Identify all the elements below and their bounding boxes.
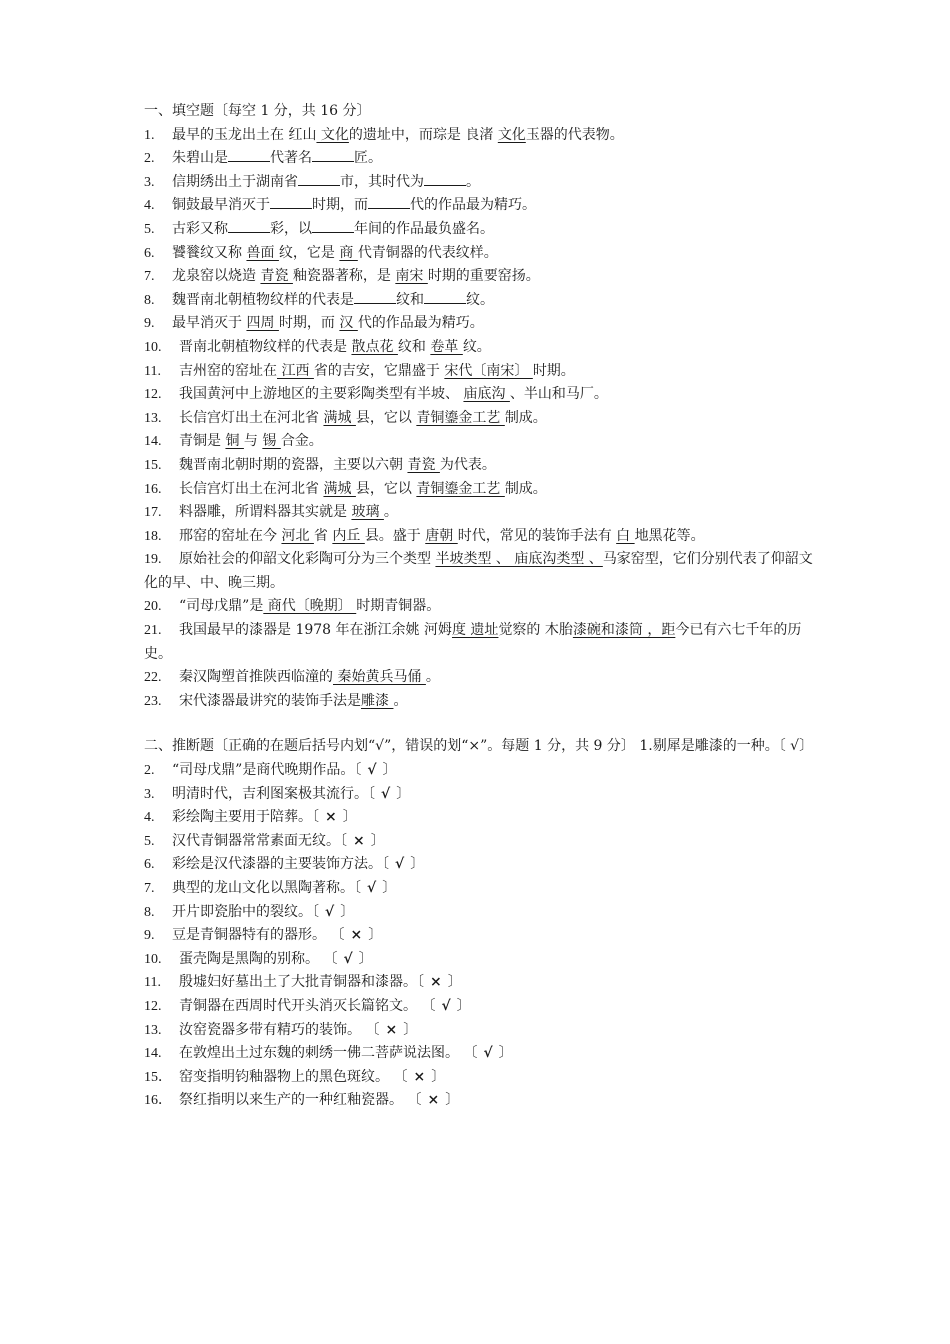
- fill-question: [144, 171, 814, 195]
- fill-question: [144, 548, 814, 595]
- question-number: 3.: [144, 786, 155, 802]
- cross-mark: ×: [427, 1092, 440, 1109]
- check-mark: √: [441, 997, 451, 1014]
- question-text: 明清时代，吉利图案极其流行。〔: [172, 785, 375, 802]
- answer-blank: [312, 147, 354, 162]
- answer-blank: [228, 147, 270, 162]
- fill-question: [144, 336, 814, 360]
- question-text: 制成。: [504, 480, 547, 497]
- section1-title: 一、填空题〔每空 1 分，共 16 分〕: [144, 103, 371, 119]
- question-text: 省: [313, 527, 333, 544]
- question-text: 铜鼓最早消灭于: [172, 197, 270, 214]
- answer-text: 漆碗和漆筒 ，距: [572, 622, 676, 639]
- fill-question: [144, 289, 814, 313]
- question-number: 14.: [144, 1046, 162, 1062]
- judge-question: [144, 1019, 814, 1043]
- fill-question: [144, 619, 814, 666]
- question-text: 匠。: [354, 150, 382, 167]
- question-text: 晋南北朝植物纹样的代表是: [179, 338, 352, 355]
- answer-blank: [424, 289, 466, 304]
- question-text: 古彩又称: [172, 220, 228, 237]
- question-text: 长信宫灯出土在河北省: [179, 409, 324, 426]
- cross-mark: ×: [385, 1021, 398, 1038]
- judge-question: [144, 948, 814, 972]
- question-number: 22.: [144, 670, 162, 686]
- question-text: 县，它以: [355, 480, 417, 497]
- fill-question: [144, 595, 814, 619]
- question-number: 7.: [144, 881, 155, 896]
- section-gap: [144, 713, 814, 735]
- answer-text: 商代〔晚期〕: [263, 598, 357, 615]
- answer-text: 青瓷: [407, 456, 440, 473]
- question-number: 23.: [144, 693, 162, 709]
- question-number: 18.: [144, 528, 162, 544]
- question-text: 代的作品最为精巧。: [357, 315, 484, 332]
- question-text: 料器雕，所谓料器其实就是: [179, 504, 352, 521]
- close-bracket: 〕: [342, 809, 357, 826]
- question-number: 17.: [144, 505, 162, 521]
- answer-blank: [298, 171, 340, 186]
- question-text: 马家窑型，它们分别代表了仰韶文化的早、中、晚三期。: [144, 551, 813, 591]
- question-text: 原始社会的仰韶文化彩陶可分为三个类型: [179, 551, 436, 568]
- close-bracket: 〕: [368, 927, 383, 944]
- answer-text: 宋代〔南宋〕: [444, 362, 533, 379]
- answer-blank: [312, 218, 354, 233]
- answer-text: 满城: [323, 480, 356, 497]
- question-number: 11.: [144, 975, 161, 991]
- question-text: 为代表。: [439, 456, 496, 473]
- question-text: 。: [466, 173, 480, 190]
- question-text: 时期的重要窑扬。: [427, 268, 540, 285]
- question-text: 秦汉陶塑首推陕西临潼的: [179, 669, 333, 686]
- question-text: 纹。: [462, 338, 491, 355]
- answer-text: 散点花: [351, 338, 398, 355]
- question-text: 吉州窑的窑址在: [179, 362, 277, 379]
- answer-blank: [228, 218, 270, 233]
- question-number: 14.: [144, 434, 162, 450]
- question-text: 时期，而: [278, 315, 340, 332]
- answer-text: 铜: [225, 433, 244, 450]
- question-text: 最早的玉龙出土在 红山: [172, 126, 317, 143]
- judge-question: [144, 759, 814, 783]
- close-bracket: 〕: [447, 974, 462, 991]
- question-number: 5.: [144, 221, 155, 237]
- judge-question: [144, 924, 814, 948]
- answer-text: 锡: [262, 433, 281, 450]
- question-number: 1.: [144, 127, 155, 143]
- check-mark: √: [343, 950, 353, 967]
- judge-question: [144, 783, 814, 807]
- cross-mark: ×: [353, 832, 365, 849]
- close-bracket: 〕: [403, 1021, 418, 1038]
- question-number: 10.: [144, 339, 162, 355]
- question-text: 龙泉窑以烧造: [172, 268, 261, 285]
- question-text: 的遗址中，而琮是 良渚: [348, 126, 498, 143]
- question-number: 13.: [144, 410, 162, 426]
- question-text: 彩，以: [270, 220, 312, 237]
- document-page: [144, 100, 814, 1113]
- answer-text: 秦始黄兵马俑: [333, 669, 426, 686]
- question-text: “司母戊鼎”是商代晚期作品。〔: [172, 762, 362, 779]
- question-number: 9.: [144, 316, 155, 332]
- question-text: 魏晋南北朝时期的瓷器，主要以六朝: [179, 456, 408, 473]
- question-text: 。: [425, 669, 440, 686]
- question-number: 16．: [144, 1093, 172, 1109]
- answer-text: 玻璃: [351, 504, 384, 521]
- fill-question: [144, 124, 814, 148]
- question-text: 汝窑瓷器多带有精巧的装饰。 〔: [179, 1021, 380, 1038]
- question-text: 年间的作品最负盛名。: [354, 220, 494, 237]
- close-bracket: 〕: [340, 903, 355, 920]
- fill-question: [144, 383, 814, 407]
- question-number: 4.: [144, 198, 155, 214]
- question-number: 4.: [144, 810, 155, 826]
- section2-list: [144, 759, 814, 1113]
- question-number: 10.: [144, 951, 162, 967]
- fill-question: [144, 690, 814, 714]
- answer-text: 文化: [497, 126, 526, 143]
- close-bracket: 〕: [410, 856, 425, 873]
- close-bracket: 〕: [358, 950, 373, 967]
- fill-question: [144, 312, 814, 336]
- answer-text: 唐朝: [425, 527, 458, 544]
- question-text: 青铜器在西周时代开头消灭长篇铭文。 〔: [179, 997, 436, 1014]
- judge-question: [144, 995, 814, 1019]
- close-bracket: 〕: [382, 762, 397, 779]
- fill-question: [144, 430, 814, 454]
- question-text: 我国黄河中上游地区的主要彩陶类型有半坡、: [179, 386, 464, 403]
- fill-question: [144, 501, 814, 525]
- question-number: 12.: [144, 387, 162, 403]
- question-text: 代著名: [270, 150, 312, 167]
- question-text: 彩绘陶主要用于陪葬。〔: [172, 809, 319, 826]
- judge-question: [144, 901, 814, 925]
- fill-question: [144, 242, 814, 266]
- fill-question: [144, 265, 814, 289]
- question-text: 釉瓷器著称，是: [292, 268, 396, 285]
- answer-text: 青铜鎏金工艺: [416, 409, 505, 426]
- question-number: 19.: [144, 552, 162, 568]
- fill-question: [144, 454, 814, 478]
- question-text: 青铜是: [179, 433, 226, 450]
- question-text: 县，它以: [355, 409, 417, 426]
- judge-question: [144, 1089, 814, 1113]
- answer-blank: [270, 194, 312, 209]
- question-text: 与: [243, 433, 263, 450]
- question-text: 祭红指明以来生产的一种红釉瓷器。 〔: [179, 1092, 422, 1109]
- check-mark: √: [483, 1045, 493, 1062]
- question-text: 制成。: [504, 409, 547, 426]
- question-number: 21.: [144, 623, 162, 639]
- fill-question: [144, 194, 814, 218]
- cross-mark: ×: [430, 974, 442, 991]
- answer-text: 汉: [339, 315, 358, 332]
- section2-title: 二、推断题〔正确的在题后括号内划“√”，错误的划“×”。每题 1 分，共 9 分〕 1.剔犀是雕漆的一种。〔 √〕: [144, 738, 814, 755]
- cross-mark: ×: [350, 927, 363, 944]
- answer-text: 江西: [277, 362, 314, 379]
- close-bracket: 〕: [445, 1092, 460, 1109]
- check-mark: √: [325, 903, 335, 920]
- question-text: 窑变指明钧釉器物上的黑色斑纹。 〔: [179, 1068, 408, 1085]
- close-bracket: 〕: [498, 1045, 513, 1062]
- close-bracket: 〕: [382, 880, 397, 896]
- question-text: 宋代漆器最讲究的装饰手法是: [179, 692, 361, 709]
- question-number: 11.: [144, 363, 161, 379]
- close-bracket: 〕: [456, 997, 471, 1014]
- question-text: 朱碧山是: [172, 150, 228, 167]
- answer-text: 满城: [323, 409, 356, 426]
- question-number: 9.: [144, 928, 155, 944]
- question-text: 合金。: [280, 433, 323, 450]
- check-mark: √: [381, 785, 391, 802]
- question-number: 2.: [144, 763, 155, 779]
- question-text: 市，其时代为: [340, 173, 424, 190]
- fill-question: [144, 525, 814, 549]
- question-number: 15．: [144, 1069, 172, 1085]
- question-number: 8.: [144, 292, 155, 308]
- judge-question: [144, 1042, 814, 1066]
- answer-text: 商: [339, 244, 358, 261]
- answer-text: 半坡类型 、 庙底沟类型 、: [435, 551, 603, 568]
- question-number: 6.: [144, 857, 155, 873]
- question-number: 8.: [144, 904, 155, 920]
- answer-text: 青铜鎏金工艺: [416, 480, 505, 497]
- answer-text: 兽面: [246, 244, 279, 261]
- question-text: “司母戊鼎”是: [179, 598, 264, 615]
- question-text: 觉察的 木胎: [498, 622, 573, 639]
- cross-mark: ×: [413, 1068, 426, 1085]
- question-text: 时期。: [532, 362, 575, 379]
- answer-text: 度 遗址: [451, 622, 499, 639]
- question-text: 代青铜器的代表纹样。: [357, 244, 498, 261]
- question-number: 7.: [144, 269, 155, 285]
- judge-question: [144, 830, 814, 854]
- question-number: 12.: [144, 998, 162, 1014]
- question-text: 时期青铜器。: [356, 598, 441, 615]
- fill-question: [144, 666, 814, 690]
- cross-mark: ×: [325, 809, 337, 826]
- judge-question: [144, 806, 814, 830]
- question-text: 今已有六七千年的历史。: [144, 622, 802, 662]
- fill-question: [144, 478, 814, 502]
- close-bracket: 〕: [431, 1068, 446, 1085]
- question-text: 。: [393, 692, 408, 709]
- question-text: 长信宫灯出土在河北省: [179, 480, 324, 497]
- question-text: 蛋壳陶是黑陶的别称。 〔: [179, 950, 338, 967]
- question-text: 玉器的代表物。: [525, 126, 624, 143]
- answer-text: 青瓷: [260, 268, 293, 285]
- question-text: 省的吉安，它鼎盛于: [313, 362, 445, 379]
- question-number: 2.: [144, 151, 155, 167]
- answer-text: 内丘: [332, 527, 365, 544]
- question-text: 地黑花等。: [634, 527, 705, 544]
- question-text: 典型的龙山文化以黑陶著称。〔: [172, 880, 361, 896]
- question-number: 3.: [144, 174, 155, 190]
- fill-question: [144, 147, 814, 171]
- close-bracket: 〕: [396, 785, 411, 802]
- check-mark: √: [367, 880, 377, 896]
- question-text: 时期，而: [312, 197, 368, 214]
- answer-text: 雕漆: [361, 692, 394, 709]
- judge-question: [144, 971, 814, 995]
- answer-blank: [368, 194, 410, 209]
- question-number: 16.: [144, 481, 162, 497]
- question-text: 彩绘是汉代漆器的主要装饰方法。〔: [172, 856, 389, 873]
- question-text: 汉代青铜器常常素面无纹。〔: [172, 832, 347, 849]
- answer-text: 卷革: [430, 338, 463, 355]
- question-text: 纹和: [397, 338, 431, 355]
- answer-text: 庙底沟: [463, 386, 510, 403]
- question-text: 、半山和马厂。: [509, 386, 608, 403]
- answer-text: 南宋: [395, 268, 428, 285]
- answer-text: 白: [616, 527, 635, 544]
- fill-question: [144, 407, 814, 431]
- judge-question: [144, 877, 814, 901]
- question-text: 殷墟妇好墓出土了大批青铜器和漆器。〔: [179, 974, 424, 991]
- question-text: 邢窑的窑址在今: [179, 527, 282, 544]
- section1-list: [144, 124, 814, 714]
- question-text: 魏晋南北朝植物纹样的代表是: [172, 291, 354, 308]
- answer-text: 四周: [246, 315, 279, 332]
- answer-text: 文化: [316, 126, 349, 143]
- question-number: 5.: [144, 833, 155, 849]
- question-text: 豆是青铜器特有的器形。 〔: [172, 927, 345, 944]
- judge-question: [144, 853, 814, 877]
- question-text: 开片即瓷胎中的裂纹。〔: [172, 903, 319, 920]
- answer-text: 河北: [281, 527, 314, 544]
- question-text: 信期绣出土于湖南省: [172, 173, 298, 190]
- question-text: 纹，它是: [278, 244, 340, 261]
- check-mark: √: [367, 762, 377, 779]
- judge-question: [144, 1066, 814, 1090]
- check-mark: √: [395, 856, 405, 873]
- question-text: 代的作品最为精巧。: [410, 197, 536, 214]
- question-number: 15.: [144, 457, 162, 473]
- question-text: 县。盛于: [364, 527, 426, 544]
- fill-question: [144, 218, 814, 242]
- fill-question: [144, 360, 814, 384]
- question-text: 我国最早的漆器是 1978 年在浙江余姚 河姆: [179, 622, 452, 639]
- question-number: 6.: [144, 245, 155, 261]
- question-number: 13.: [144, 1022, 162, 1038]
- question-text: 纹。: [466, 291, 494, 308]
- question-number: 20.: [144, 599, 162, 615]
- answer-blank: [424, 171, 466, 186]
- question-text: 。: [383, 504, 398, 521]
- close-bracket: 〕: [370, 832, 385, 849]
- answer-blank: [354, 289, 396, 304]
- question-text: 最早消灭于: [172, 315, 247, 332]
- question-text: 纹和: [396, 291, 424, 308]
- question-text: 时代，常见的装饰手法有: [457, 527, 617, 544]
- question-text: 饕餮纹又称: [172, 244, 247, 261]
- question-text: 在敦煌出土过东魏的刺绣一佛二菩萨说法图。 〔: [179, 1045, 478, 1062]
